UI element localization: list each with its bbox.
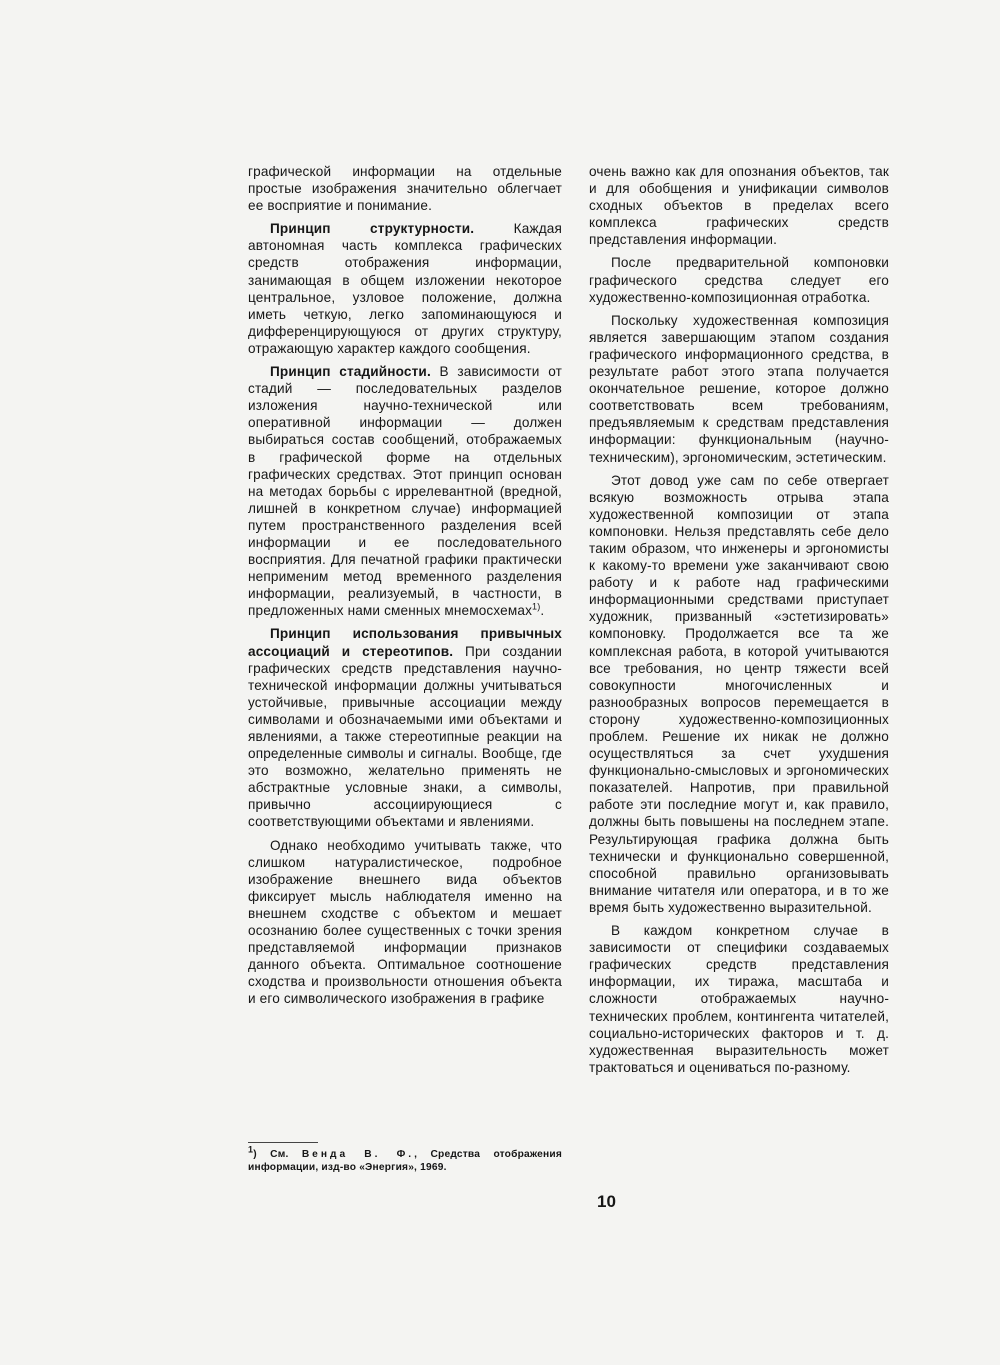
page-number: 10 bbox=[597, 1192, 616, 1211]
right-paragraph-4: Этот довод уже сам по себе отвергает всякую возможность отрыва этапа художественной композиции от этапа компоновки. Нельзя представлять себе дело таким образом, что инженеры и эргономисты к какому-то времени уже заканчивают свою работу и к работе над графическими информационными средствами приступает художник, призванный «эстетизировать» компоновку. Продолжается все та же комплексная работа, в которой учитываются все требования, но центр тяжести всей совокупности многочисленных и разнообразных вопросов перемещается в сторону художественно-композиционных проблем. Решение их никак не должно осуществляться за счет ухудшения функционально-смысловых и эргономических показателей. Напротив, при правильной работе эти последние могут и, как правило, должны быть повышены на последнем этапе. Результирующая графика должна быть технически и функционально совершенной, способной правильно организовывать внимание читателя или оператора, и в то же время быть художественно выразительной. bbox=[589, 472, 889, 915]
footnote bbox=[248, 1144, 563, 1174]
right-column bbox=[589, 163, 889, 1082]
left-column bbox=[248, 163, 562, 1014]
footnote-reference: 1 bbox=[532, 601, 538, 612]
left-paragraph-5: Однако необходимо учитывать также, что слишком натуралистическое, подробное изображение внешнего вида объектов фиксирует мысль наблюдателя именно на внешнем сходстве с объектом и мешает осознанию более существенных с точки зрения представляемой информации признаков данного объекта. Оптимальное соотношение сходства и произвольности отношения объекта и его символического изображения в графике bbox=[248, 837, 562, 1007]
principle-associations-text: При создании графических средств представления научно-технической информации должны учитываться устойчивые, привычные ассоциации между символами и обозначаемыми ими объектами и явлениями, а также стереотипные реакции на определенные символы и сигналы. Вообще, где это возможно, желательно применять не абстрактные условные знаки, а символы, привычно ассоциирующиеся с соответствующими объектами и явлениями. bbox=[248, 643, 562, 830]
left-paragraph-1: графической информации на отдельные простые изображения значительно облегчает ее восприятие и понимание. bbox=[248, 164, 562, 214]
right-paragraph-5: В каждом конкретном случае в зависимости от специфики создаваемых графических средств представления информации, их тиража, масштаба и сложности отображаемых научно-технических проблем, контингента читателей, социально-исторических факторов и т. д. художественная выразительность может трактоваться и оцениваться по-разному. bbox=[589, 923, 889, 1075]
principle-stages-text: В зависимости от стадий — последовательных разделов изложения научно-технической или оперативной информации — должен выбираться состав сообщений, отображаемых в графической форме на отдельных графических средствах. Этот принцип основан на методах борьбы с иррелевантной (вредной, лишней в конкретном случае) информацией путем пространственного разделения всей информации и ее последовательного восприятия. Для печатной графики практически неприменим метод временного разделения информации, реализуемый, в частности, в предложенных нами сменных мнемосхемах bbox=[248, 364, 562, 619]
footnote-text: , Средства отображения информации, изд-во «Энергия», 1969. bbox=[248, 1149, 563, 1173]
left-paragraph-4 bbox=[248, 625, 562, 830]
footnote-reference-paren: ) bbox=[537, 601, 541, 612]
footnote-author: Венда В. Ф. bbox=[301, 1149, 415, 1160]
principle-structure-text: Каждая автономная часть комплекса графических средств отображения информации, занимающая в общем изложении некоторое центральное, узловое положение, должна иметь четкую, легко запоминающуюся и дифференцирующуюся от других структуру, отражающую характер каждого сообщения. bbox=[248, 221, 562, 356]
left-paragraph-2 bbox=[248, 220, 562, 357]
left-paragraph-3 bbox=[248, 363, 562, 619]
right-paragraph-2: После предварительной компоновки графического средства следует его художественно-композиционная отработка. bbox=[589, 255, 889, 305]
footnote-rule bbox=[248, 1142, 318, 1143]
footnote-mark: 1 bbox=[248, 1144, 254, 1155]
principle-stages-end: . bbox=[540, 603, 545, 619]
footnote-prefix: ) См. bbox=[253, 1149, 302, 1160]
principle-associations-heading: Принцип использования привычных ассоциаций и стереотипов. bbox=[248, 626, 562, 659]
principle-structure-heading: Принцип структурности. bbox=[270, 221, 475, 237]
right-paragraph-1: очень важно как для опознания объектов, так и для обобщения и унификации символов сходных объектов в пределах всего комплекса графических средств представления информации. bbox=[589, 164, 889, 248]
right-paragraph-3: Поскольку художественная композиция является завершающим этапом создания графического информационного средства, в результате работ этого этапа получается окончательное решение, которое должно соответствовать всем требованиям, предъявляемым к средствам представления информации: функциональным (научно-техническим), эргономическим, эстетическим. bbox=[589, 312, 889, 465]
principle-stages-heading: Принцип стадийности. bbox=[270, 364, 431, 380]
